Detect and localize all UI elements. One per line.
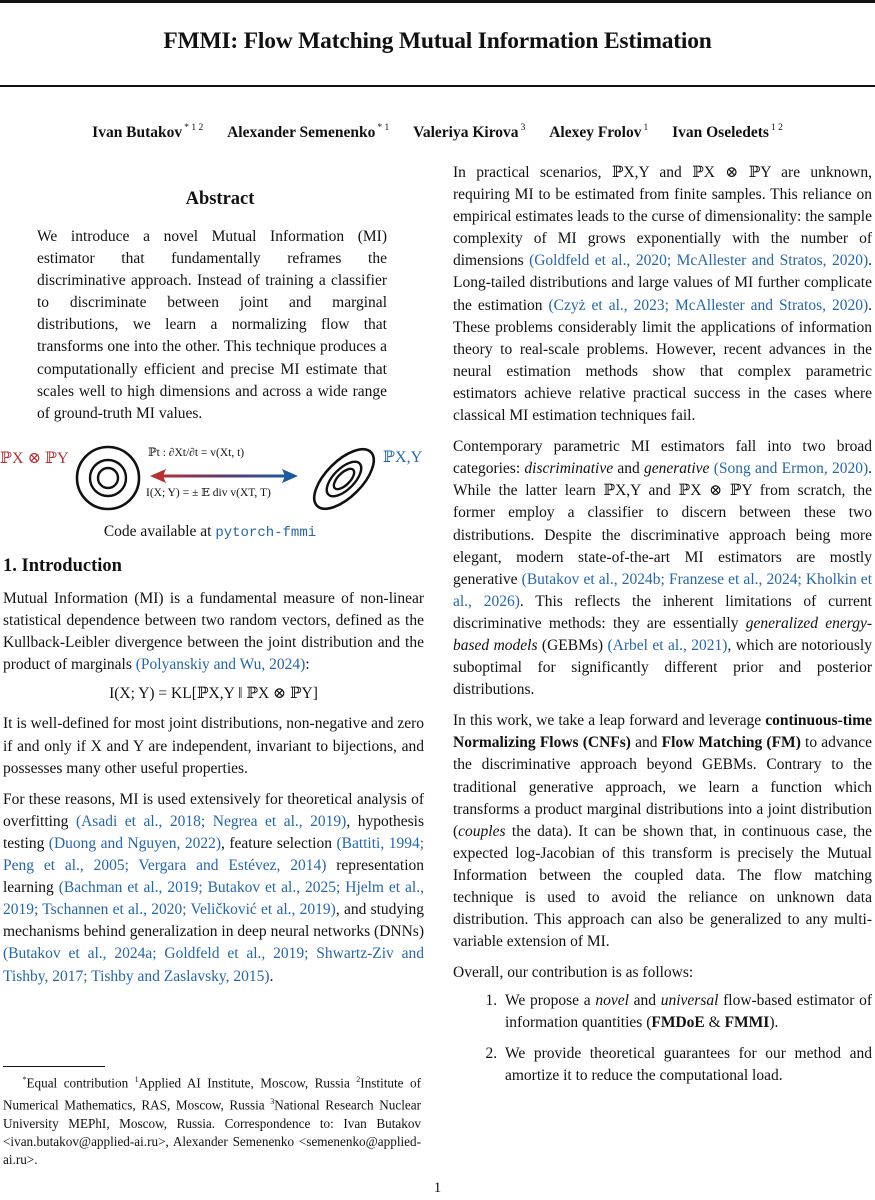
author-name: Ivan Butakov (92, 124, 183, 142)
paragraph-text: We propose a (505, 992, 596, 1010)
paragraph-text: (GEBMs) (537, 636, 608, 654)
author-list (0, 124, 875, 142)
citation-link[interactable]: (Battiti, 1994; Peng et al., 2005; Vergara and Estévez, 2014) (3, 834, 424, 875)
paragraph-text: & (704, 1014, 725, 1032)
author (92, 124, 203, 141)
intro-paragraph-1 (3, 588, 424, 676)
author (413, 124, 525, 141)
correspondence-note: Correspondence to: Ivan Butakov <ivan.butakov@applied-ai.ru>, Alexander Semenenko <semenenko@applied-ai.ru>. (3, 1115, 422, 1168)
code-availability (0, 523, 420, 541)
introduction-body (3, 588, 424, 988)
paragraph-text: . This reflects the inherent limitations of current discriminative methods: they are essentially (453, 592, 872, 632)
paragraph-text: ). (769, 1014, 779, 1032)
paragraph-text: We provide theoretical guarantees for our method and amortize it to reduce the computational load. (505, 1044, 872, 1084)
code-repo-link[interactable]: pytorch-fmmi (215, 525, 317, 541)
citation-link[interactable]: (Asadi et al., 2018; Negrea et al., 2019) (75, 812, 347, 830)
equal-contribution-note: Equal contribution (26, 1075, 135, 1091)
right-paragraph-2 (453, 436, 872, 701)
paragraph-text: Contemporary parametric MI estimators fall into two broad categories: (453, 438, 872, 478)
author-affiliation-marks: 1 2 (770, 123, 783, 133)
flow-ode-equation: ℙt : ∂Xt/∂t = v(Xt, t) (148, 447, 245, 459)
bidirectional-flow-arrow-icon (150, 468, 298, 484)
affiliation-2: Institute of Numerical Mathematics, RAS, Moscow, Russia (3, 1075, 421, 1113)
paragraph-text: the data). It can be shown that, in continuous case, the expected log-Jacobian of this transform is precisely the Mutual Information between the coupled data. The flow matching technique is used to avoid the reliance on unknown data distribution. This approach can also be generalized to any multi-variable extension of MI. (453, 822, 872, 951)
contribution-item (501, 990, 872, 1034)
paragraph-text: representation learning (3, 857, 424, 897)
paragraph-text: and (613, 460, 645, 478)
intro-paragraph-2: It is well-defined for most joint distributions, non-negative and zero if and only if X and Y are independent, invariant to bijections, and possesses many other useful properties. (3, 715, 424, 777)
title-bottom-rule (0, 85, 875, 87)
mi-divergence-equation: I(X; Y) = ± 𝔼 div v(XT, T) (146, 487, 271, 499)
paragraph-text: . Long-tailed distributions and large values of MI further complicate the estimation (453, 252, 872, 314)
paragraph-text: For these reasons, MI is used extensively for theoretical analysis of overfitting (3, 790, 424, 830)
paragraph-text: generalized energy-based models (453, 614, 872, 654)
author-name: Valeriya Kirova (413, 124, 519, 142)
teaser-figure (0, 440, 440, 520)
author-affiliation-marks: * 1 2 (184, 123, 204, 133)
citation-link[interactable]: (Arbel et al., 2021) (607, 636, 728, 654)
citation-link[interactable]: (Song and Ermon, 2020) (713, 460, 869, 478)
abstract-body: We introduce a novel Mutual Information (MI) estimator that fundamentally reframes the discriminative approach. Instead of training a classifier to discriminate between joint and marginal distributions, we learn a normalizing flow that transforms one into the other. This technique produces a computationally efficient and precise MI estimate that scales well to high dimensions and across a wide range of ground-truth MI values. (37, 228, 387, 422)
citation-link[interactable]: (Czyż et al., 2023; McAllester and Stratos, 2020) (548, 296, 869, 314)
top-rule (0, 0, 875, 3)
paragraph-text: Flow Matching (FM) (661, 734, 801, 752)
author (549, 124, 648, 141)
affiliation-1: Applied AI Institute, Moscow, Russia (138, 1075, 350, 1091)
paragraph-text: . While the latter learn ℙX,Y and ℙX ⊗ ℙY from scratch, the former employ a classifier to discern between these two distributions. Despite the discriminative approach being more elegant, modern state-of-the-art MI estimators are mostly generative (453, 460, 873, 588)
paragraph-text: , hypothesis testing (3, 812, 425, 852)
paragraph-text: In practical scenarios, ℙX,Y and ℙX ⊗ ℙY are unknown, requiring MI to be estimated from finite samples. This reliance on empirical estimates leads to the curse of dimensionality: the sample complexity of MI grows exponentially with the number of dimensions (453, 164, 872, 270)
contribution-item (501, 1043, 872, 1087)
contributions-list (453, 990, 872, 1086)
paragraph-text: FMMI (724, 1014, 770, 1032)
paragraph-text: , feature selection (221, 834, 337, 852)
citation-link[interactable]: (Polyanskiy and Wu, 2024) (135, 656, 306, 674)
paragraph-text: universal (660, 992, 719, 1010)
page-number: 1 (433, 1180, 442, 1196)
right-paragraph-1 (453, 162, 872, 427)
intro-paragraph-3 (3, 789, 424, 988)
paragraph-text: , and studying mechanisms behind generalization in deep neural networks (DNNs) (3, 901, 424, 941)
paragraph-text: novel (595, 992, 629, 1010)
author-name: Alexey Frolov (549, 124, 642, 142)
joint-distribution-label: ℙX,Y (383, 449, 423, 466)
paragraph-text: Mutual Information (MI) is a fundamental measure of non-linear statistical dependence between two random vectors, defined as the Kullback-Leibler divergence between the joint distribution and the product of marginals (3, 590, 424, 674)
paragraph-text: , which are notoriously suboptimal for significantly different prior and posterior distributions. (453, 636, 872, 699)
correlated-ellipses-icon (306, 440, 382, 518)
mi-kl-equation: I(X; Y) = KL[ℙX,Y ‖ ℙX ⊗ ℙY] (109, 685, 318, 703)
citation-link[interactable]: (Bachman et al., 2019; Butakov et al., 2025; Hjelm et al., 2019; Tschannen et al., 2020; Veličković et al., 2019) (3, 879, 424, 919)
paragraph-text: continuous-time Normalizing Flows (CNFs) (453, 712, 872, 752)
author-affiliation-marks: 1 (643, 123, 649, 133)
citation-link[interactable]: (Butakov et al., 2024b; Franzese et al., 2024; Kholkin et al., 2026) (453, 570, 872, 610)
citation-link[interactable]: (Goldfeld et al., 2020; McAllester and Stratos, 2020) (529, 252, 869, 270)
paragraph-text: In this work, we take a leap forward and leverage (453, 712, 766, 730)
paragraph-text: generative (644, 460, 710, 478)
concentric-circles-icon (72, 442, 144, 514)
paragraph-text: flow-based estimator of information quantities ( (505, 992, 872, 1032)
author (227, 124, 389, 141)
affiliations-footnote: *Equal contribution $^1$Applied AI Institute, Moscow, Russia $^2$Institute of Numerical Mathematics, RAS, Moscow, Russia $^3$National Research Nuclear University MEPhI, Moscow, Russia. Correspondence to: Ivan Butakov <ivan.butakov@applied-ai.ru>, Alexander Semenenko <semenenko@applied-ai.ru>. (3, 1075, 422, 1168)
section-heading-introduction: 1. Introduction (3, 556, 122, 576)
paragraph-text: and (628, 992, 661, 1010)
paragraph-text: to advance the discriminative approach beyond GEBMs. Contrary to the traditional generative approach, we learn a function which transforms a product marginal distributions into a joint distribution ( (453, 734, 873, 840)
paragraph-text: : (305, 656, 310, 674)
code-availability-text: Code available at (103, 523, 212, 540)
citation-link[interactable]: (Butakov et al., 2024a; Goldfeld et al., 2019; Shwartz-Ziv and Tishby, 2017; Tishby and Zaslavsky, 2015) (3, 945, 424, 985)
citation-link[interactable]: (Duong and Nguyen, 2022) (48, 834, 222, 852)
right-paragraph-3 (453, 710, 872, 953)
paragraph-text: . These problems considerably limit the applications of information theory to real-scale problems. However, recent advances in the neural estimation methods show that complex parametric estimators achieve relative practical success in the cases where classical MI estimation techniques fail. (453, 296, 873, 425)
paragraph-text: discriminative (524, 460, 614, 478)
paragraph-text: . (269, 967, 274, 985)
author-name: Ivan Oseledets (672, 124, 769, 142)
author (672, 124, 783, 141)
footnote-rule (3, 1066, 105, 1067)
contributions-intro: Overall, our contribution is as follows: (453, 964, 694, 982)
author-affiliation-marks: 3 (520, 123, 526, 133)
affiliation-3: National Research Nuclear University MEPhI, Moscow, Russia. (3, 1097, 421, 1131)
right-column (453, 162, 872, 1095)
abstract-heading: Abstract (185, 189, 255, 209)
product-marginal-label: ℙX ⊗ ℙY (0, 450, 69, 467)
paragraph-text: couples (458, 822, 506, 840)
author-name: Alexander Semenenko (227, 124, 376, 142)
paragraph-text: and (630, 734, 662, 752)
paper-title: FMMI: Flow Matching Mutual Information Estimation (163, 28, 712, 54)
paragraph-text: FMDoE (651, 1014, 705, 1032)
author-affiliation-marks: * 1 (377, 123, 390, 133)
